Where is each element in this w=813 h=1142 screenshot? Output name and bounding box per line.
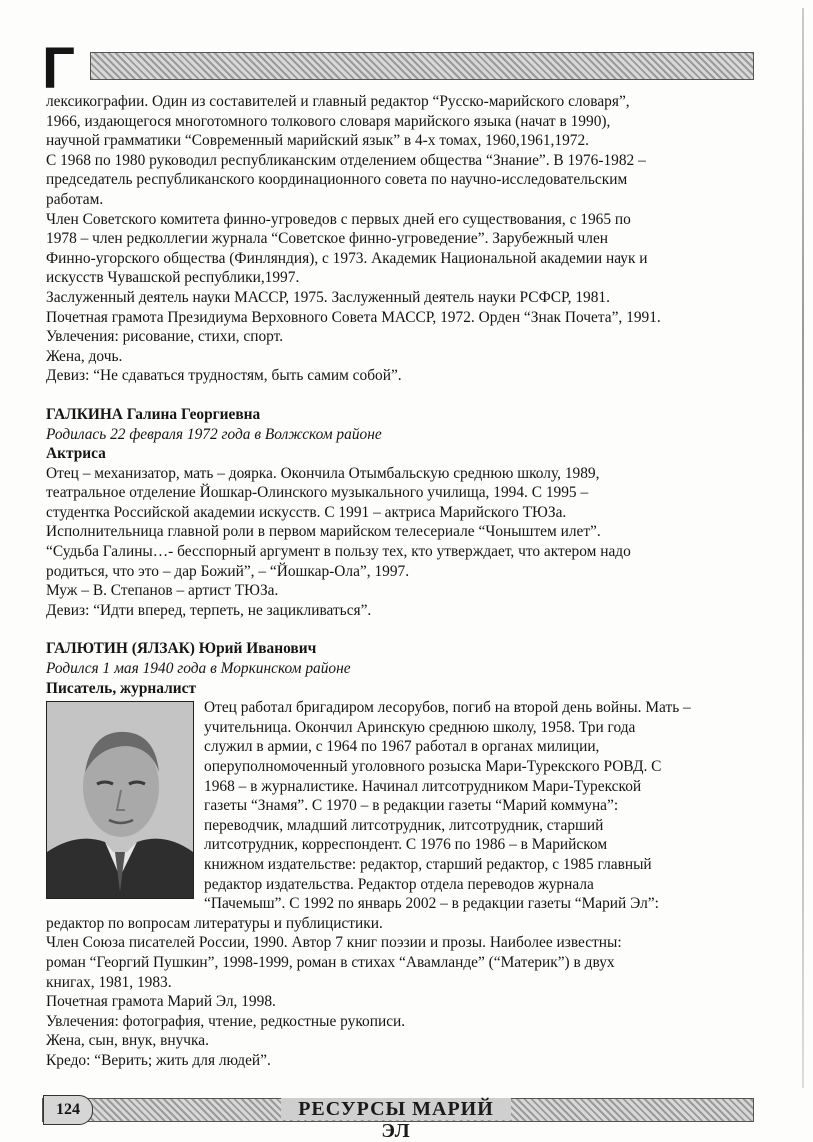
entry-profession: Актриса bbox=[46, 445, 106, 463]
text-line: Финно-угорского общества (Финляндия), с 1973. Академик Национальной академии наук и bbox=[46, 249, 648, 267]
footer-title: РЕСУРСЫ МАРИЙ ЭЛ bbox=[281, 1098, 511, 1120]
text-line: Член Союза писателей России, 1990. Автор 7 книг поэзии и прозы. Наиболее известны: bbox=[46, 934, 622, 952]
text-line: учительница. Окончил Аринскую среднюю школу, 1958. Три года bbox=[204, 718, 636, 736]
header-band bbox=[90, 52, 754, 80]
bio-with-photo bbox=[46, 698, 754, 914]
page-content bbox=[46, 92, 754, 1071]
text-line: лексикографии. Один из составителей и главный редактор “Русско-марийского словаря”, bbox=[46, 93, 630, 110]
text-line: Девиз: “Идти вперед, терпеть, не зацикливаться”. bbox=[46, 601, 372, 619]
text-line: Отец работал бригадиром лесорубов, погиб на второй день войны. Мать – bbox=[204, 699, 691, 717]
text-line: переводчик, младший литсотрудник, литсотрудник, старший bbox=[204, 816, 604, 834]
page-number: 124 bbox=[43, 1095, 93, 1125]
text-line: оперуполномоченный уголовного розыска Мари-Турекского РОВД. С bbox=[204, 758, 662, 775]
entry-galkina bbox=[46, 405, 754, 621]
entry-galyutin bbox=[46, 639, 754, 1070]
text-line: книжном издательстве: редактор, старший редактор, с 1985 главный bbox=[204, 855, 652, 873]
text-line: 1968 – в журналистике. Начинал литсотрудником Мари-Турекской bbox=[204, 777, 642, 795]
text-line: Почетная грамота Марий Эл, 1998. bbox=[46, 993, 276, 1011]
text-line: Кредо: “Верить; жить для людей”. bbox=[46, 1051, 271, 1069]
entry-name: ГАЛЮТИН (ЯЛЗАК) Юрий Иванович bbox=[46, 640, 317, 658]
text-line: 1978 – член редколлегии журнала “Советское финно-угроведение”. Зарубежный член bbox=[46, 230, 609, 248]
text-line: Исполнительница главной роли в первом марийском телесериале “Чоныштем илет”. bbox=[46, 523, 601, 541]
text-line: Жена, сын, внук, внучка. bbox=[46, 1032, 209, 1050]
text-line: Отец – механизатор, мать – доярка. Окончила Отымбальскую среднюю школу, 1989, bbox=[46, 464, 600, 482]
text-line: искусств Чувашской республики,1997. bbox=[46, 269, 300, 287]
text-line: научной грамматики “Современный марийский язык” в 4-х томах, 1960,1961,1972. bbox=[46, 132, 590, 150]
text-line: редактор издательства. Редактор отдела переводов журнала bbox=[204, 875, 594, 893]
entry-birth: Родилась 22 февраля 1972 года в Волжском районе bbox=[46, 425, 382, 443]
text-line: студентка Российской академии искусств. С 1991 – актриса Марийского ТЮЗа. bbox=[46, 503, 567, 521]
text-line: Заслуженный деятель науки МАССР, 1975. Заслуженный деятель науки РСФСР, 1981. bbox=[46, 288, 610, 306]
text-line: Увлечения: рисование, стихи, спорт. bbox=[46, 328, 284, 346]
text-line: газеты “Знамя”. С 1970 – в редакции газеты “Марий коммуна”: bbox=[204, 797, 619, 815]
entry-name: ГАЛКИНА Галина Георгиевна bbox=[46, 405, 261, 423]
text-line: Почетная грамота Президиума Верховного Совета МАССР, 1972. Орден “Знак Почета”, 1991. bbox=[46, 308, 661, 326]
text-line: Увлечения: фотография, чтение, редкостные рукописи. bbox=[46, 1012, 406, 1030]
entry-birth: Родился 1 мая 1940 года в Моркинском районе bbox=[46, 660, 351, 678]
entry-profession: Писатель, журналист bbox=[46, 679, 197, 697]
text-line: Муж – В. Степанов – артист ТЮЗа. bbox=[46, 582, 279, 600]
text-line: “Пачемыш”. С 1992 по январь 2002 – в редакции газеты “Марий Эл”: bbox=[204, 895, 659, 913]
text-line: С 1968 по 1980 руководил республиканским отделением общества “Знание”. В 1976-1982 – bbox=[46, 151, 646, 169]
text-line: театральное отделение Йошкар-Олинского музыкального училища, 1994. С 1995 – bbox=[46, 484, 589, 502]
text-line: служил в армии, с 1964 по 1967 работал в органах милиции, bbox=[204, 738, 600, 756]
page-edge-rule bbox=[802, 8, 804, 1088]
text-line: роман “Георгий Пушкин”, 1998-1999, роман в стихах “Авамланде” (“Материк”) в двух bbox=[46, 953, 615, 971]
text-line: книгах, 1981, 1983. bbox=[46, 973, 172, 991]
text-line: родиться, что это – дар Божий”, – “Йошкар-Ола”, 1997. bbox=[46, 562, 410, 580]
portrait-photo bbox=[46, 701, 194, 899]
text-line: председатель республиканского координационного совета по научно-исследовательским bbox=[46, 171, 628, 189]
text-line: работам. bbox=[46, 190, 104, 208]
text-line: Девиз: “Не сдаваться трудностям, быть самим собой”. bbox=[46, 367, 402, 385]
section-letter: Г bbox=[42, 36, 75, 101]
footer-band bbox=[42, 1098, 754, 1142]
text-line: литсотрудник, корреспондент. С 1976 по 1986 – в Марийском bbox=[204, 836, 608, 854]
text-line: Член Советского комитета финно-угроведов с первых дней его существования, с 1965 по bbox=[46, 210, 631, 228]
text-line: редактор по вопросам литературы и публицистики. bbox=[46, 914, 383, 932]
text-line: 1966, издающегося многотомного толкового словаря марийского языка (начат в 1990), bbox=[46, 112, 611, 130]
text-line: Жена, дочь. bbox=[46, 347, 123, 365]
text-line: “Судьба Галины…- бесспорный аргумент в пользу тех, кто утверждает, что актером надо bbox=[46, 543, 631, 561]
intro-entry bbox=[46, 92, 754, 386]
